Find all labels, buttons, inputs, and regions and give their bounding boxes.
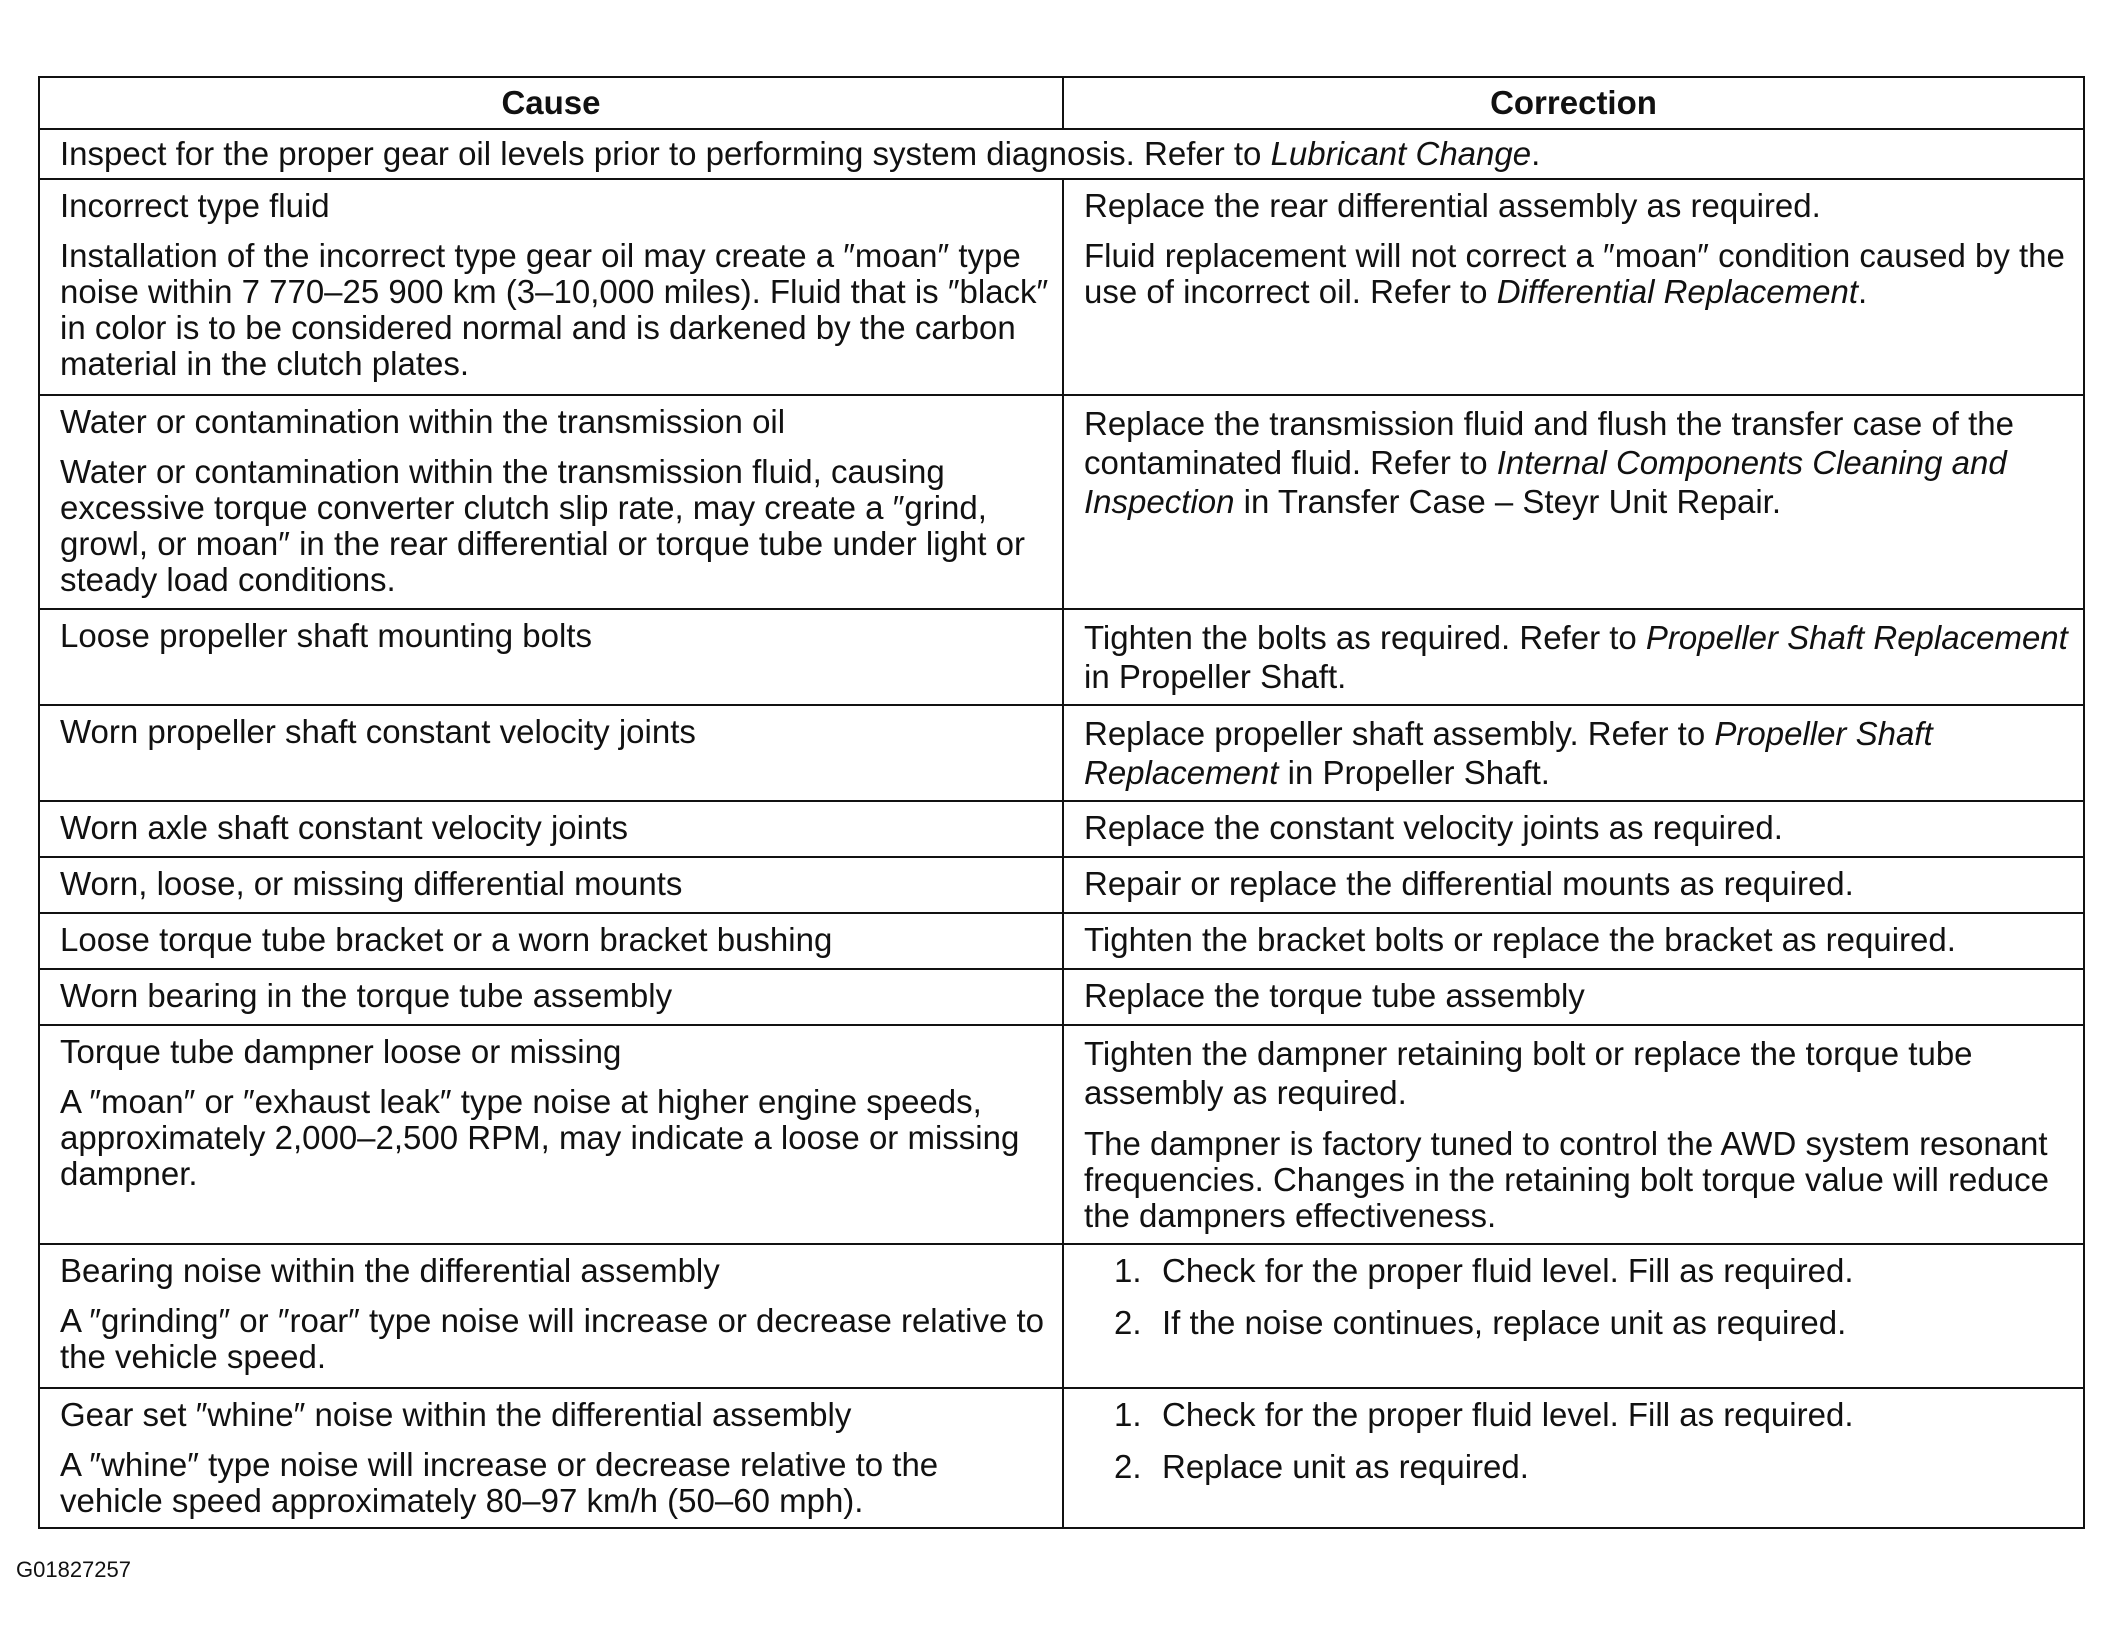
list-item	[1114, 1449, 2071, 1485]
table-row	[39, 395, 2084, 609]
list-item	[1114, 1397, 2071, 1433]
correction-cell: Replace the constant velocity joints as required.	[1063, 801, 2084, 857]
intro-end: .	[1531, 135, 1541, 172]
correction-cell: Replace the torque tube assembly	[1063, 969, 2084, 1025]
list-item	[1114, 1253, 2071, 1289]
correction-cell	[1063, 1388, 2084, 1528]
correction-cell	[1063, 1244, 2084, 1388]
table-row	[39, 969, 2084, 1025]
correction-ref: Propeller Shaft Replacement	[1645, 619, 2068, 656]
correction-cell	[1063, 1025, 2084, 1244]
table-row	[39, 179, 2084, 395]
cause-detail: A ″whine″ type noise will increase or decrease relative to the vehicle speed approximately 80–97 km/h (50–60 mph).	[60, 1446, 939, 1519]
cause-title: Torque tube dampner loose or missing	[60, 1033, 622, 1070]
cause-title: Water or contamination within the transmission oil	[60, 403, 786, 440]
correction-text: Replace the transmission fluid and flush the transfer case of the contaminated fluid. Refer to	[1084, 405, 2015, 481]
step-text: Check for the proper fluid level. Fill as required.	[1162, 1396, 1854, 1433]
step-list	[1084, 1253, 2071, 1341]
cause-cell	[39, 1025, 1063, 1244]
correction-note-text: Fluid replacement will not correct a ″moan″ condition caused by the use of incorrect oil. Refer to	[1084, 237, 2065, 310]
correction-ref: Internal Components Cleaning and Inspection	[1084, 444, 2007, 520]
cause-detail: Water or contamination within the transmission fluid, causing excessive torque converter clutch slip rate, may create a ″grind, growl, or moan″ in the rear differential or torque tube under light or steady load conditions.	[60, 453, 1025, 598]
figure-id: G01827257	[16, 1557, 131, 1582]
step-number: 2.	[1114, 1448, 1142, 1485]
cause-cell: Worn, loose, or missing differential mounts	[39, 857, 1063, 913]
cause-title: Loose propeller shaft mounting bolts	[60, 617, 592, 654]
correction-cell: Repair or replace the differential mounts as required.	[1063, 857, 2084, 913]
cause-title: Worn propeller shaft constant velocity joints	[60, 713, 696, 750]
cause-cell: Worn axle shaft constant velocity joints	[39, 801, 1063, 857]
correction-cell	[1063, 609, 2084, 705]
cause-detail: Installation of the incorrect type gear oil may create a ″moan″ type noise within 7 770–25 900 km (3–10,000 miles). Fluid that is ″black″ in color is to be considered normal and is darkened by the carbon material in the clutch plates.	[60, 237, 1049, 382]
table-row	[39, 857, 2084, 913]
correction-ref: Propeller Shaft Replacement	[1084, 715, 1933, 791]
cause-title: Incorrect type fluid	[60, 187, 330, 224]
cause-cell	[39, 609, 1063, 705]
cause-header: Cause	[39, 77, 1063, 129]
step-number: 1.	[1114, 1396, 1142, 1433]
correction-text-end: in Transfer Case – Steyr Unit Repair.	[1234, 483, 1781, 520]
table-row	[39, 1244, 2084, 1388]
cause-cell	[39, 395, 1063, 609]
correction-text: Tighten the bolts as required. Refer to	[1084, 619, 1646, 656]
correction-cell: Tighten the bracket bolts or replace the bracket as required.	[1063, 913, 2084, 969]
table-row	[39, 801, 2084, 857]
step-text: Replace unit as required.	[1162, 1448, 1529, 1485]
cause-cell	[39, 705, 1063, 801]
correction-note-end: .	[1858, 273, 1868, 310]
correction-text: Replace the rear differential assembly as required.	[1084, 187, 1821, 224]
correction-note: The dampner is factory tuned to control the AWD system resonant frequencies. Changes in the retaining bolt torque value will reduce the dampners effectiveness.	[1084, 1125, 2049, 1234]
table-header-row	[39, 77, 2084, 129]
cause-cell	[39, 1388, 1063, 1528]
intro-cell	[39, 129, 2084, 179]
correction-note	[1084, 238, 2071, 310]
cause-cell	[39, 1244, 1063, 1388]
table-row	[39, 913, 2084, 969]
cause-detail: A ″grinding″ or ″roar″ type noise will increase or decrease relative to the vehicle speed.	[60, 1302, 1045, 1375]
table-row	[39, 609, 2084, 705]
table-row	[39, 1388, 2084, 1528]
step-number: 2.	[1114, 1304, 1142, 1341]
intro-ref-link: Lubricant Change	[1270, 135, 1532, 172]
step-text: If the noise continues, replace unit as required.	[1162, 1304, 1847, 1341]
correction-text-end: in Propeller Shaft.	[1084, 658, 1347, 695]
step-text: Check for the proper fluid level. Fill as required.	[1162, 1252, 1854, 1289]
diagnosis-table	[38, 76, 2085, 1529]
correction-text: Tighten the dampner retaining bolt or replace the torque tube assembly as required.	[1084, 1035, 1973, 1111]
correction-header: Correction	[1063, 77, 2084, 129]
diagnosis-table-container	[38, 76, 2083, 1529]
intro-text: Inspect for the proper gear oil levels prior to performing system diagnosis. Refer to	[60, 135, 1271, 172]
cause-cell: Worn bearing in the torque tube assembly	[39, 969, 1063, 1025]
intro-row	[39, 129, 2084, 179]
correction-cell	[1063, 705, 2084, 801]
table-row	[39, 1025, 2084, 1244]
cause-title: Bearing noise within the differential assembly	[60, 1252, 720, 1289]
list-item	[1114, 1305, 2071, 1341]
correction-text-end: in Propeller Shaft.	[1278, 754, 1550, 791]
correction-text: Replace propeller shaft assembly. Refer to	[1084, 715, 1715, 752]
cause-cell	[39, 179, 1063, 395]
cause-detail: A ″moan″ or ″exhaust leak″ type noise at higher engine speeds, approximately 2,000–2,500 RPM, may indicate a loose or missing dampner.	[60, 1083, 1020, 1192]
table-row	[39, 705, 2084, 801]
step-list	[1084, 1397, 2071, 1485]
correction-cell	[1063, 179, 2084, 395]
correction-ref: Differential Replacement	[1496, 273, 1859, 310]
cause-cell: Loose torque tube bracket or a worn bracket bushing	[39, 913, 1063, 969]
step-number: 1.	[1114, 1252, 1142, 1289]
cause-title: Gear set ″whine″ noise within the differential assembly	[60, 1396, 852, 1433]
correction-cell	[1063, 395, 2084, 609]
